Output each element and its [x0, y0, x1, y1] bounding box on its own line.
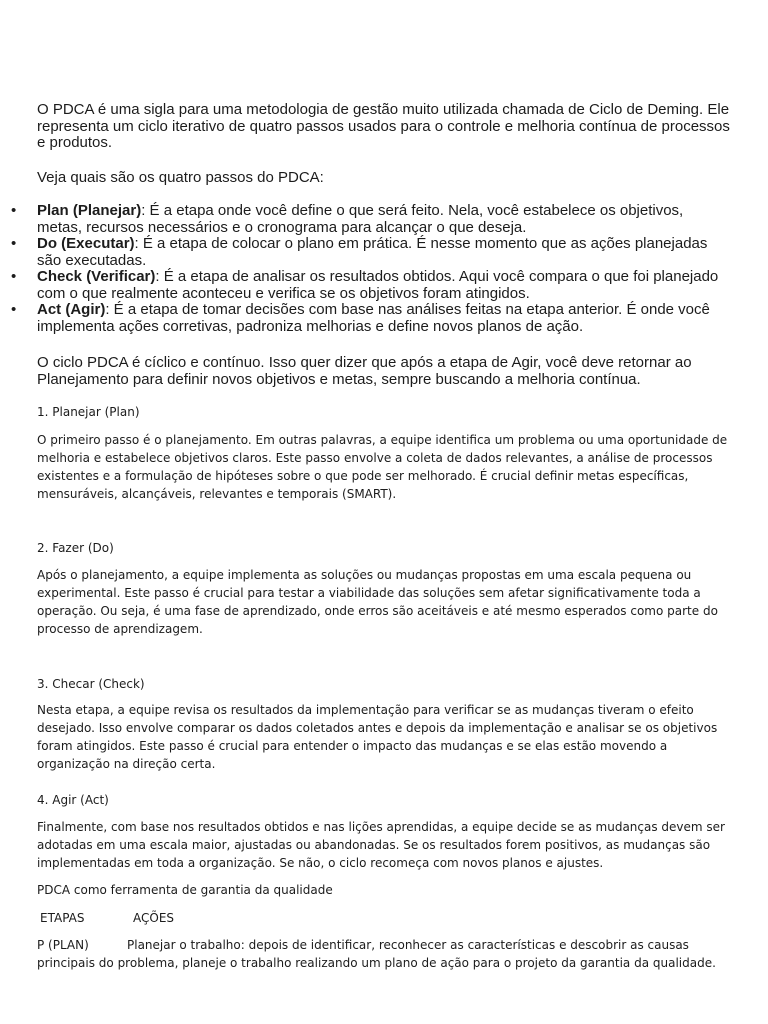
- section-text: Após o planejamento, a equipe implementa as soluções ou mudanças propostas em uma escala pequena ou experimental. Este passo é crucial para testar a viabilidade das soluções sem afetar significativamente toda a operação. Ou seja, é uma fase de aprendizado, onde erros são aceitáveis e até mesmo esperados como parte do processo de aprendizagem.: [37, 568, 718, 636]
- section-heading: 3. Checar (Check): [37, 677, 145, 691]
- list-item: [0, 269, 730, 302]
- section-heading: 2. Fazer (Do): [37, 541, 114, 555]
- column-header-etapas: ETAPAS: [40, 911, 85, 925]
- row-text: Planejar o trabalho: depois de identificar, reconhecer as características e descobrir as causas principais do problema, planeje o trabalho realizando um plano de ação para o projeto da garantia da qualidade.: [37, 938, 716, 970]
- step-description: : É a etapa onde você define o que será feito. Nela, você estabelece os objetivos, metas, recursos necessários e o cronograma para alcançar o que deseja.: [37, 202, 684, 236]
- list-item: [0, 203, 730, 236]
- step-description: : É a etapa de colocar o plano em prática. É nesse momento que as ações planejadas são executadas.: [37, 235, 708, 269]
- quality-table-row: [37, 936, 737, 972]
- step-description: : É a etapa de tomar decisões com base nas análises feitas na etapa anterior. É onde você implementa ações corretivas, padroniza melhorias e define novos planos de ação.: [37, 301, 710, 335]
- intro-steps-lead: Veja quais são os quatro passos do PDCA:: [37, 169, 324, 186]
- intro-paragraph: O PDCA é uma sigla para uma metodologia de gestão muito utilizada chamada de Ciclo de Deming. Ele representa um ciclo iterativo de quatro passos usados para o controle e melhoria contínua de processos e produtos.: [37, 101, 730, 151]
- quality-title: PDCA como ferramenta de garantia da qualidade: [37, 883, 333, 897]
- section-text: Finalmente, com base nos resultados obtidos e nas lições aprendidas, a equipe decide se as mudanças devem ser adotadas em uma escala maior, ajustadas ou abandonadas. Se os resultados forem positivos, as mudanças são implementadas em toda a organização. Se não, o ciclo recomeça com novos planos e ajustes.: [37, 820, 725, 870]
- section-text: O primeiro passo é o planejamento. Em outras palavras, a equipe identifica um problema ou uma oportunidade de melhoria e estabelece objetivos claros. Este passo envolve a coleta de dados relevantes, a análise de processos existentes e a formulação de hipóteses sobre o que pode ser melhorado. É crucial definir metas específicas, mensuráveis, alcançáveis, relevantes e temporais (SMART).: [37, 433, 728, 501]
- step-term: Check (Verificar): [37, 268, 156, 285]
- quality-table-header: [37, 909, 737, 927]
- step-term: Act (Agir): [37, 301, 106, 318]
- step-description: : É a etapa de analisar os resultados obtidos. Aqui você compara o que foi planejado com o que realmente aconteceu e verifica se os objetivos foram atingidos.: [37, 268, 719, 302]
- section-heading: 1. Planejar (Plan): [37, 405, 140, 419]
- row-label: P (PLAN): [37, 938, 89, 952]
- section-text: Nesta etapa, a equipe revisa os resultados da implementação para verificar se as mudanças tiveram o efeito desejado. Isso envolve comparar os dados coletados antes e depois da implementação e analisar se os objetivos foram atingidos. Este passo é crucial para entender o impacto das mudanças e se elas estão movendo a organização na direção certa.: [37, 703, 718, 771]
- list-item: [0, 302, 730, 335]
- bullet-icon: •: [11, 202, 17, 219]
- step-term: Plan (Planejar): [37, 202, 142, 219]
- section-heading: 4. Agir (Act): [37, 793, 109, 807]
- cycle-paragraph: O ciclo PDCA é cíclico e contínuo. Isso quer dizer que após a etapa de Agir, você deve retornar ao Planejamento para definir novos objetivos e metas, sempre buscando a melhoria contínua.: [37, 354, 692, 388]
- steps-list: [0, 203, 730, 335]
- bullet-icon: •: [11, 235, 17, 252]
- bullet-icon: •: [11, 301, 17, 318]
- step-term: Do (Executar): [37, 235, 135, 252]
- list-item: [0, 236, 730, 269]
- column-header-acoes: AÇÕES: [133, 911, 175, 925]
- bullet-icon: •: [11, 268, 17, 285]
